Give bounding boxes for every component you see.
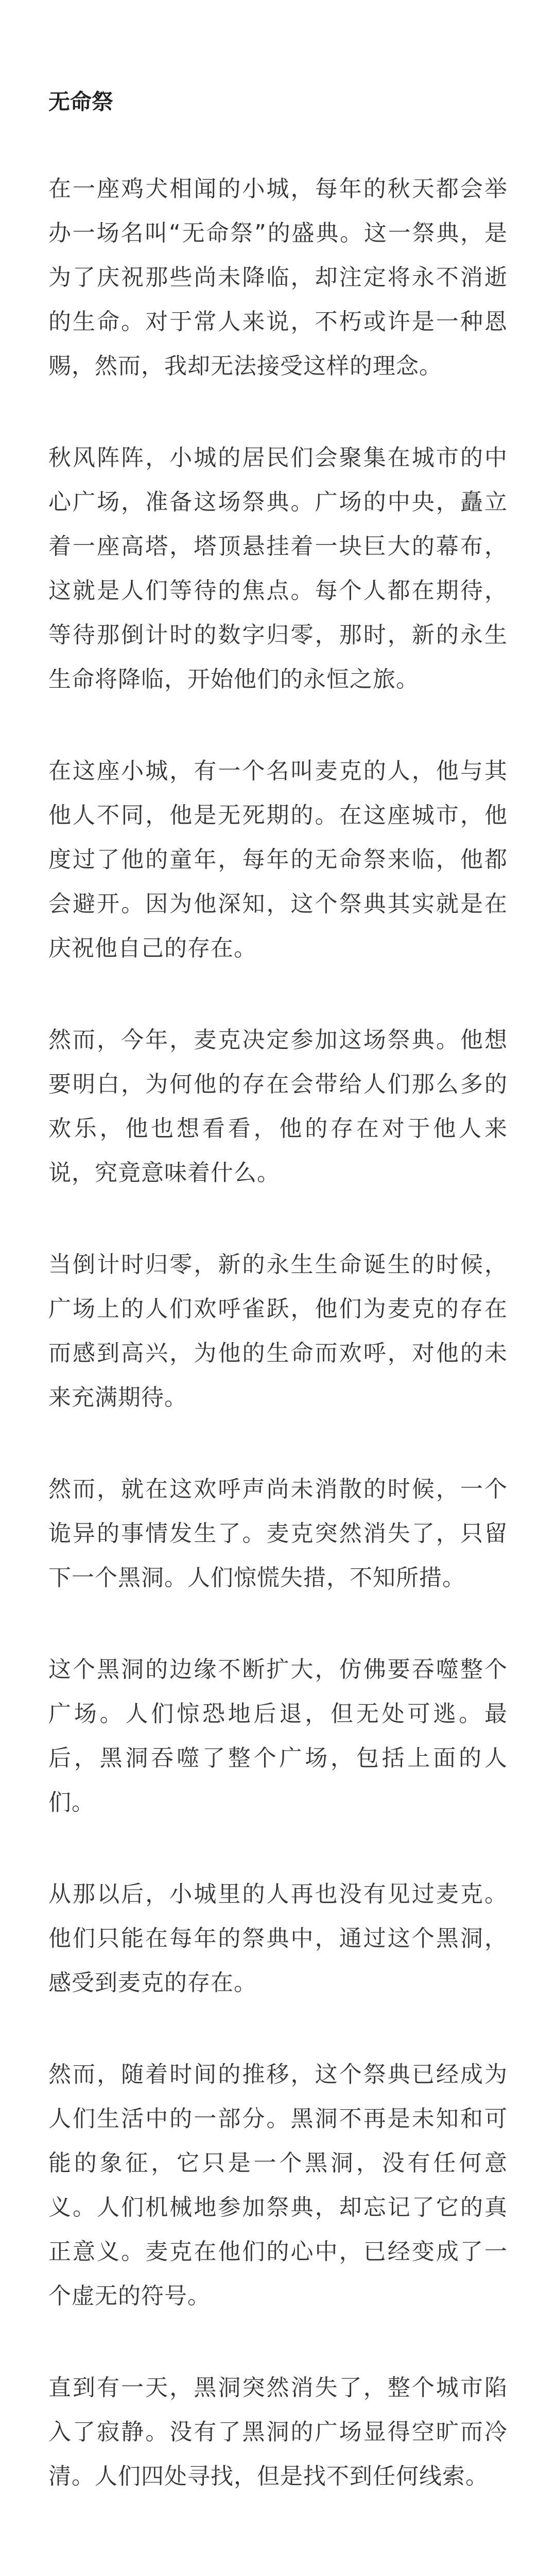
article-title: 无命祭 (48, 89, 114, 114)
paragraph-6: 然而，就在这欢呼声尚未消散的时候，一个诡异的事情发生了。麦克突然消失了，只留下一个黑洞。人们惊慌失措，不知所措。 (48, 1476, 508, 1591)
paragraph-8: 从那以后，小城里的人再也没有见过麦克。他们只能在每年的祭典中，通过这个黑洞，感受到麦克的存在。 (48, 1881, 508, 1996)
paragraph-7: 这个黑洞的边缘不断扩大，仿佛要吞噬整个广场。人们惊恐地后退，但无处可逃。最后，黑洞吞噬了整个广场，包括上面的人们。 (48, 1656, 508, 1816)
paragraph-4: 然而，今年，麦克决定参加这场祭典。他想要明白，为何他的存在会带给人们那么多的欢乐，他也想看看，他的存在对于他人来说，究竟意味着什么。 (48, 1027, 508, 1186)
paragraph-5: 当倒计时归零，新的永生生命诞生的时候，广场上的人们欢呼雀跃，他们为麦克的存在而感到高兴，为他的生命而欢呼，对他的未来充满期待。 (48, 1251, 508, 1411)
paragraph-9: 然而，随着时间的推移，这个祭典已经成为人们生活中的一部分。黑洞不再是未知和可能的象征，它只是一个黑洞，没有任何意义。人们机械地参加祭典，却忘记了它的真正意义。麦克在他们的心中，已经变成了一个虚无的符号。 (48, 2061, 508, 2309)
paragraph-3: 在这座小城，有一个名叫麦克的人，他与其他人不同，他是无死期的。在这座城市，他度过了他的童年，每年的无命祭来临，他都会避开。因为他深知，这个祭典其实就是在庆祝他自己的存在。 (48, 758, 508, 961)
paragraph-10: 直到有一天，黑洞突然消失了，整个城市陷入了寂静。没有了黑洞的广场显得空旷而冷清。人们四处寻找，但是找不到任何线索。 (48, 2375, 508, 2489)
paragraph-1: 在一座鸡犬相闻的小城，每年的秋天都会举办一场名叫“无命祭”的盛典。这一祭典，是为了庆祝那些尚未降临，却注定将永不消逝的生命。对于常人来说，不朽或许是一种恩赐，然而，我却无法接受这样的理念。 (48, 176, 508, 379)
paragraph-2: 秋风阵阵，小城的居民们会聚集在城市的中心广场，准备这场祭典。广场的中央，矗立着一座高塔，塔顶悬挂着一块巨大的幕布，这就是人们等待的焦点。每个人都在期待，等待那倒计时的数字归零，那时，新的永生生命将降临，开始他们的永恒之旅。 (48, 445, 508, 692)
